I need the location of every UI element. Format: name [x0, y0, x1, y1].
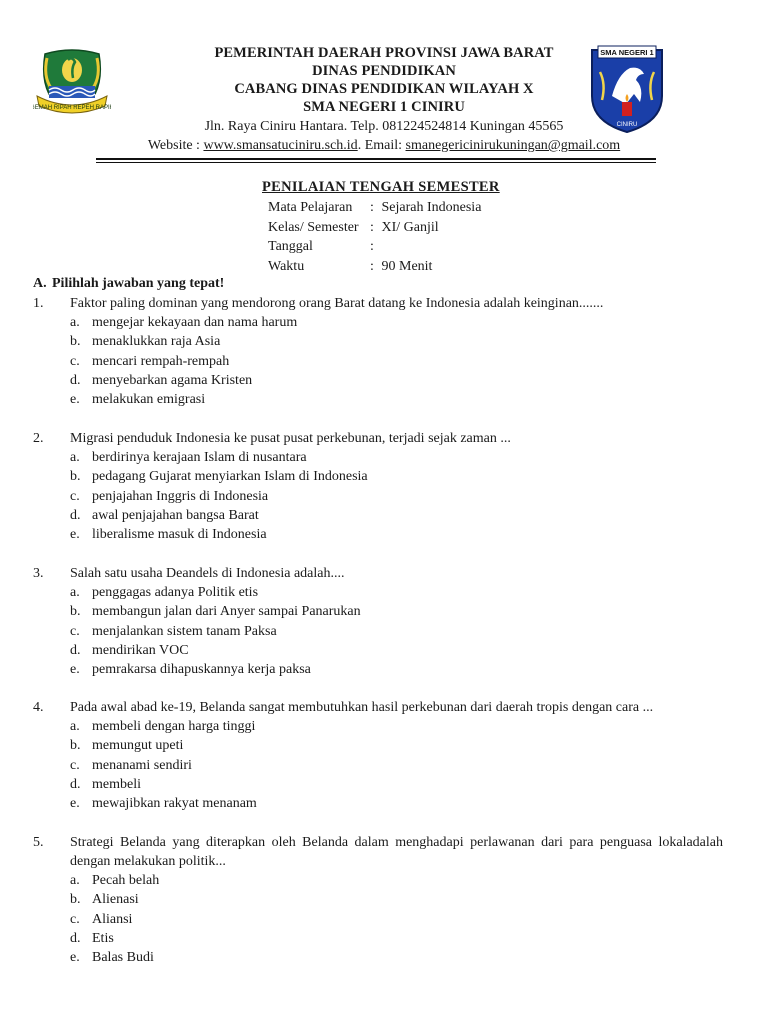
option-letter: c. — [70, 757, 80, 773]
option-letter: d. — [70, 507, 81, 523]
question-text: Salah satu usaha Deandels di Indonesia adalah.... — [70, 566, 345, 581]
option-text: awal penjajahan bangsa Barat — [92, 507, 259, 523]
section-instruction: Pilihlah jawaban yang tepat! — [52, 276, 225, 291]
info-row-class — [268, 218, 481, 238]
option-text: penggagas adanya Politik etis — [92, 585, 259, 600]
email-link[interactable]: smanegericinirukuningan@gmail.com — [405, 138, 621, 153]
question-2 — [33, 429, 723, 544]
option-b — [33, 602, 723, 621]
info-key: Tanggal — [268, 239, 313, 254]
info-row-date — [268, 237, 481, 257]
option-text: memungut upeti — [92, 738, 184, 754]
option-text: membeli — [92, 776, 141, 792]
option-letter: a. — [70, 585, 80, 600]
website-link[interactable]: www.smansatuciniru.sch.id — [203, 138, 358, 153]
question-4 — [33, 698, 723, 813]
info-value: Sejarah Indonesia — [381, 200, 482, 215]
question-1 — [33, 294, 723, 409]
option-e — [33, 660, 723, 679]
option-c — [33, 756, 723, 775]
option-text: menanami sendiri — [92, 757, 192, 773]
option-text: Balas Budi — [92, 950, 154, 966]
question-stem — [33, 294, 723, 313]
option-e — [33, 525, 723, 544]
option-c — [33, 622, 723, 641]
option-text: membangun jalan dari Anyer sampai Panarukan — [92, 604, 361, 620]
option-c — [33, 487, 723, 506]
option-text: mendirikan VOC — [92, 642, 189, 658]
option-b — [33, 890, 723, 909]
info-key: Kelas/ Semester — [268, 219, 359, 235]
info-value: XI/ Ganjil — [381, 219, 439, 235]
header-divider-thick — [96, 158, 656, 160]
option-d — [33, 506, 723, 525]
option-b — [33, 467, 723, 486]
info-value: 90 Menit — [381, 258, 433, 274]
option-e — [33, 948, 723, 967]
option-text: liberalisme masuk di Indonesia — [92, 527, 267, 543]
option-text: menyebarkan agama Kristen — [92, 372, 253, 388]
option-letter: c. — [70, 488, 80, 504]
question-number: 5. — [33, 835, 44, 850]
option-text: mencari rempah-rempah — [92, 353, 230, 369]
info-key: Waktu — [268, 258, 305, 274]
option-e — [33, 794, 723, 813]
info-key: Mata Pelajaran — [268, 200, 353, 215]
option-a — [33, 583, 723, 602]
info-colon: : — [370, 239, 374, 254]
option-letter: a. — [70, 450, 80, 465]
option-letter: d. — [70, 776, 81, 792]
info-colon: : — [370, 219, 374, 235]
option-d — [33, 641, 723, 660]
info-colon: : — [370, 200, 374, 215]
option-text: membeli dengan harga tinggi — [92, 719, 256, 734]
header-address: Jln. Raya Ciniru Hantara. Telp. 081224524814 Kuningan 45565 — [204, 119, 564, 134]
option-letter: c. — [70, 911, 80, 927]
email-prefix: . Email: — [357, 138, 406, 153]
option-e — [33, 390, 723, 409]
header-school-name: SMA NEGERI 1 CINIRU — [303, 99, 465, 115]
option-text: penjajahan Inggris di Indonesia — [92, 488, 269, 504]
question-number: 1. — [33, 296, 44, 311]
option-c — [33, 352, 723, 371]
option-text: menaklukkan raja Asia — [92, 334, 221, 350]
option-letter: e. — [70, 796, 80, 812]
option-letter: e. — [70, 950, 80, 966]
crest-banner-text: SMA NEGERI 1 — [600, 48, 654, 57]
question-text: Strategi Belanda yang diterapkan oleh Belanda dalam menghadapi perlawanan dari para penguasa lokaladalah dengan melakukan politik... — [70, 835, 723, 869]
option-b — [33, 736, 723, 755]
option-c — [33, 910, 723, 929]
option-letter: b. — [70, 892, 81, 908]
question-stem — [33, 564, 723, 583]
option-text: pedagang Gujarat menyiarkan Islam di Indonesia — [92, 469, 368, 485]
option-letter: b. — [70, 604, 81, 620]
option-text: Pecah belah — [92, 873, 160, 888]
header-divider-thin — [96, 162, 656, 163]
option-text: mengejar kekayaan dan nama harum — [92, 315, 298, 330]
option-a — [33, 448, 723, 467]
option-text: Alienasi — [92, 892, 139, 908]
info-row-time — [268, 257, 481, 277]
option-letter: e. — [70, 392, 80, 408]
option-d — [33, 929, 723, 948]
option-letter: e. — [70, 527, 80, 543]
emblem-ribbon-text: GEMAH RIPAH REPEH RAPIH — [33, 105, 111, 111]
option-a — [33, 871, 723, 890]
exam-info — [268, 198, 481, 276]
section-number: A. — [33, 276, 47, 291]
option-text: menjalankan sistem tanam Paksa — [92, 623, 277, 639]
option-a — [33, 717, 723, 736]
question-number: 2. — [33, 431, 44, 446]
question-stem — [33, 698, 723, 717]
header-government: PEMERINTAH DAERAH PROVINSI JAWA BARAT — [214, 45, 554, 61]
website-prefix: Website : — [147, 138, 204, 153]
option-letter: c. — [70, 353, 80, 369]
question-stem — [33, 429, 723, 448]
option-text: mewajibkan rakyat menanam — [92, 796, 257, 812]
option-letter: d. — [70, 930, 81, 946]
question-text: Pada awal abad ke-19, Belanda sangat membutuhkan hasil perkebunan dari daerah tropis dengan cara ... — [70, 700, 654, 715]
option-text: melakukan emigrasi — [92, 392, 206, 408]
header-branch: CABANG DINAS PENDIDIKAN WILAYAH X — [234, 81, 534, 97]
info-row-subject — [268, 198, 481, 218]
option-text: berdirinya kerajaan Islam di nusantara — [92, 450, 307, 465]
option-letter: a. — [70, 315, 80, 330]
question-stem — [33, 833, 723, 871]
question-text: Migrasi penduduk Indonesia ke pusat pusat perkebunan, terjadi sejak zaman ... — [70, 431, 511, 446]
option-d — [33, 775, 723, 794]
option-letter: b. — [70, 469, 81, 485]
option-letter: b. — [70, 738, 81, 754]
crest-bottom-text: CINIRU — [616, 122, 638, 128]
option-d — [33, 371, 723, 390]
option-text: pemrakarsa dihapuskannya kerja paksa — [92, 662, 311, 678]
option-b — [33, 332, 723, 351]
option-text: Etis — [92, 930, 114, 946]
option-letter: e. — [70, 662, 80, 678]
option-letter: d. — [70, 372, 81, 388]
option-letter: d. — [70, 642, 81, 658]
option-letter: a. — [70, 873, 80, 888]
option-a — [33, 313, 723, 332]
question-5 — [33, 833, 723, 967]
exam-title: PENILAIAN TENGAH SEMESTER — [262, 179, 500, 195]
question-number: 3. — [33, 566, 44, 581]
option-letter: a. — [70, 719, 80, 734]
section-heading — [33, 276, 224, 292]
option-letter: c. — [70, 623, 80, 639]
option-letter: b. — [70, 334, 81, 350]
question-number: 4. — [33, 700, 44, 715]
header-contact — [0, 136, 768, 155]
info-colon: : — [370, 258, 374, 274]
option-text: Aliansi — [92, 911, 133, 927]
header-department: DINAS PENDIDIKAN — [312, 63, 456, 79]
letterhead — [0, 44, 768, 155]
question-3 — [33, 564, 723, 679]
question-text: Faktor paling dominan yang mendorong orang Barat datang ke Indonesia adalah keinginan....... — [70, 296, 604, 311]
